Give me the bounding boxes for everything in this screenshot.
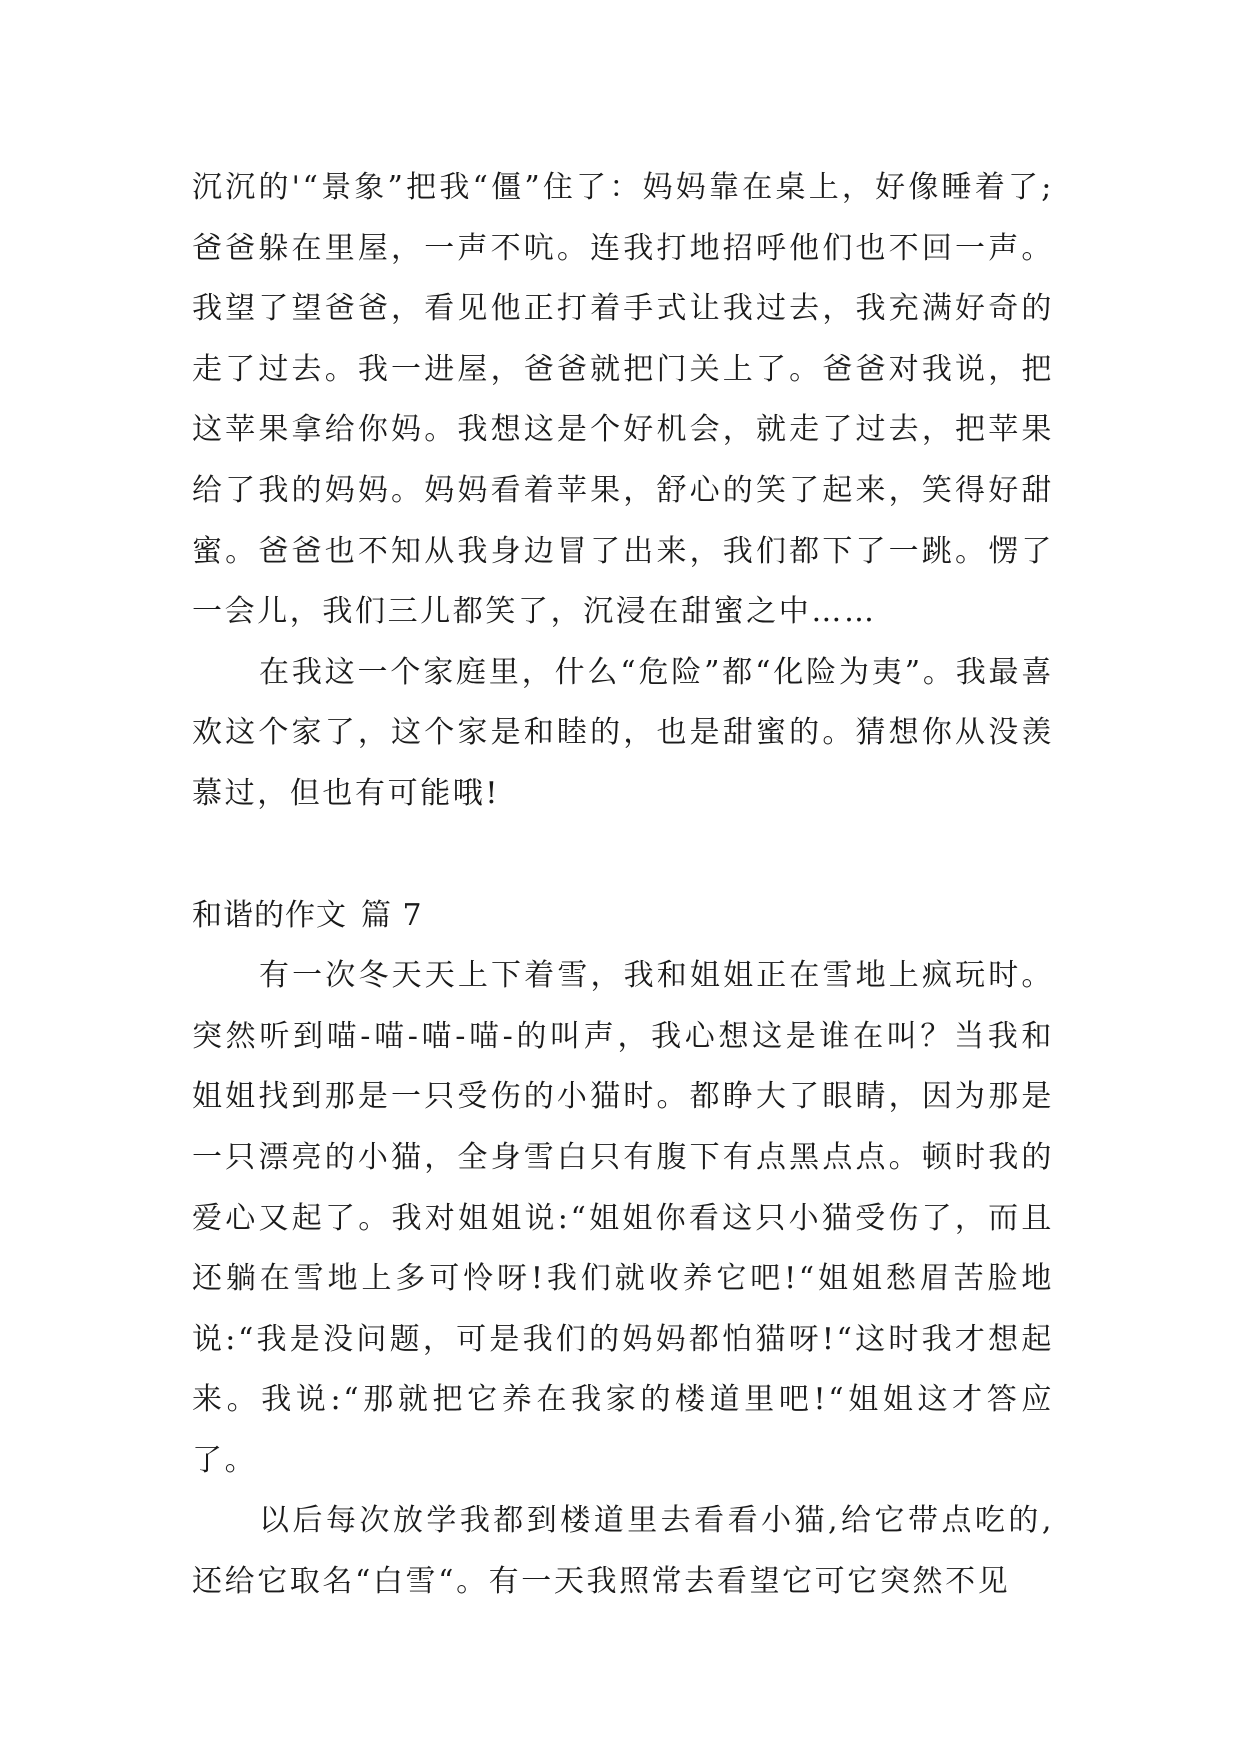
section-title: 和谐的作文 xyxy=(192,897,347,933)
paragraph-after-school: 以后每次放学我都到楼道里去看看小猫,给它带点吃的,还给它取名“白雪“。有一天我照常去看望它可它突然不见 xyxy=(192,1503,1054,1600)
paragraph-snow-kitten: 有一次冬天天上下着雪，我和姐姐正在雪地上疯玩时。突然听到喵-喵-喵-喵-的叫声，我心想这是谁在叫？当我和姐姐找到那是一只受伤的小猫时。都睁大了眼睛，因为那是一只漂亮的小猫，全身雪白只有腹下有点黑点点。顿时我的爱心又起了。我对姐姐说:“姐姐你看这只小猫受伤了，而且还躺在雪地上多可怜呀!我们就收养它吧!“姐姐愁眉苦脸地说:“我是没问题，可是我们的妈妈都怕猫呀!“这时我才想起来。我说:“那就把它养在我家的楼道里吧!“姐姐这才答应了。 xyxy=(192,958,1054,1478)
document-page xyxy=(192,158,1054,1613)
section-heading xyxy=(192,886,1054,947)
paragraph-family-scene: 沉沉的'“景象”把我“僵”住了：妈妈靠在桌上，好像睡着了;爸爸躲在里屋，一声不吭。连我打地招呼他们也不回一声。我望了望爸爸，看见他正打着手式让我过去，我充满好奇的走了过去。我一进屋，爸爸就把门关上了。爸爸对我说，把这苹果拿给你妈。我想这是个好机会，就走了过去，把苹果给了我的妈妈。妈妈看着苹果，舒心的笑了起来，笑得好甜蜜。爸爸也不知从我身边冒了出来，我们都下了一跳。愣了一会儿，我们三儿都笑了，沉浸在甜蜜之中…… xyxy=(192,170,1054,630)
section-number: 篇 7 xyxy=(361,897,423,933)
paragraph-family-conclusion: 在我这一个家庭里，什么“危险”都“化险为夷”。我最喜欢这个家了，这个家是和睦的，也是甜蜜的。猜想你从没羡慕过，但也有可能哦! xyxy=(192,654,1054,811)
section-gap xyxy=(192,825,1054,886)
